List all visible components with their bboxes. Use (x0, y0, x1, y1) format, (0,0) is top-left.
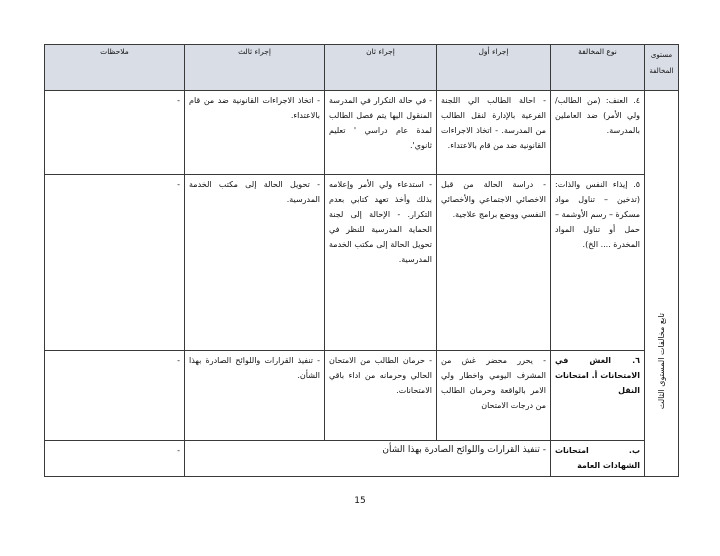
level-cell (645, 91, 679, 477)
action3-cell: - اتخاذ الاجراءات القانونية ضد من قام بالاعتداء. (185, 91, 325, 175)
table-row (45, 175, 679, 351)
violation-cell: ٥. إيذاء النفس والذات:(تدخين – تناول مواد مسكرة – رسم الأوشمة – حمل أو تناول المواد المخدرة .... الخ). (551, 175, 645, 351)
header-action1: إجراء أول (437, 45, 551, 91)
action2-cell: - استدعاء ولي الأمر وإعلامه بذلك وأخذ تعهد كتابي بعدم التكرار. - الإحالة إلى لجنة الحماية المدرسية للنظر في تحويل الحالة إلى مكتب الخدمة المدرسية. (325, 175, 437, 351)
notes-cell: - (45, 351, 185, 441)
header-action2: إجراء ثان (325, 45, 437, 91)
violation-cell: ٤. العنف: (من الطالب/ ولي الأمر) ضد العاملين بالمدرسة. (551, 91, 645, 175)
action1-cell: - دراسة الحالة من قبل الاخصائي الاجتماعي والأخصائي النفسي ووضع برامج علاجية. (437, 175, 551, 351)
notes-cell: - (45, 175, 185, 351)
notes-cell: - (45, 91, 185, 175)
violation-cell: ب. امتحانات الشهادات العامة (551, 441, 645, 477)
action1-cell: - احالة الطالب الي اللجنة الفرعية بالإدارة لنقل الطالب من المدرسة. - اتخاذ الاجراءات القانونية ضد من قام بالاعتداء. (437, 91, 551, 175)
header-level: مستوى المخالفة (645, 45, 679, 91)
header-row (45, 45, 679, 91)
action3-cell: - تحويل الحالة إلى مكتب الخدمة المدرسية. (185, 175, 325, 351)
table-row (45, 441, 679, 477)
header-violation-type: نوع المخالفة (551, 45, 645, 91)
page-number: 15 (354, 496, 366, 506)
action3-cell: - تنفيذ القرارات واللوائح الصادرة بهذا الشأن. (185, 351, 325, 441)
violations-table (44, 44, 679, 477)
notes-cell: - (45, 441, 185, 477)
violation-cell: ٦. الغش في الامتحانات أ. امتحانات النقل (551, 351, 645, 441)
table-row (45, 91, 679, 175)
action2-cell: - حرمان الطالب من الامتحان الحالي وحرمانه من اداء باقي الامتحانات. (325, 351, 437, 441)
merged-action-cell: - تنفيذ القرارات واللوائح الصادرة بهذا الشأن (185, 441, 551, 477)
header-notes: ملاحظات (45, 45, 185, 91)
action1-cell: - يحرر محضر غش من المشرف اليومي واخطار ولي الامر بالواقعة وحرمان الطالب من درجات الامتحان (437, 351, 551, 441)
table-row (45, 351, 679, 441)
level3-label: تابع مخالفات المستوى الثالث (657, 313, 666, 410)
header-action3: إجراء ثالث (185, 45, 325, 91)
action2-cell: - في حالة التكرار في المدرسة المنقول اليها يتم فصل الطالب لمدة عام دراسي ' تعليم ثانوي'. (325, 91, 437, 175)
